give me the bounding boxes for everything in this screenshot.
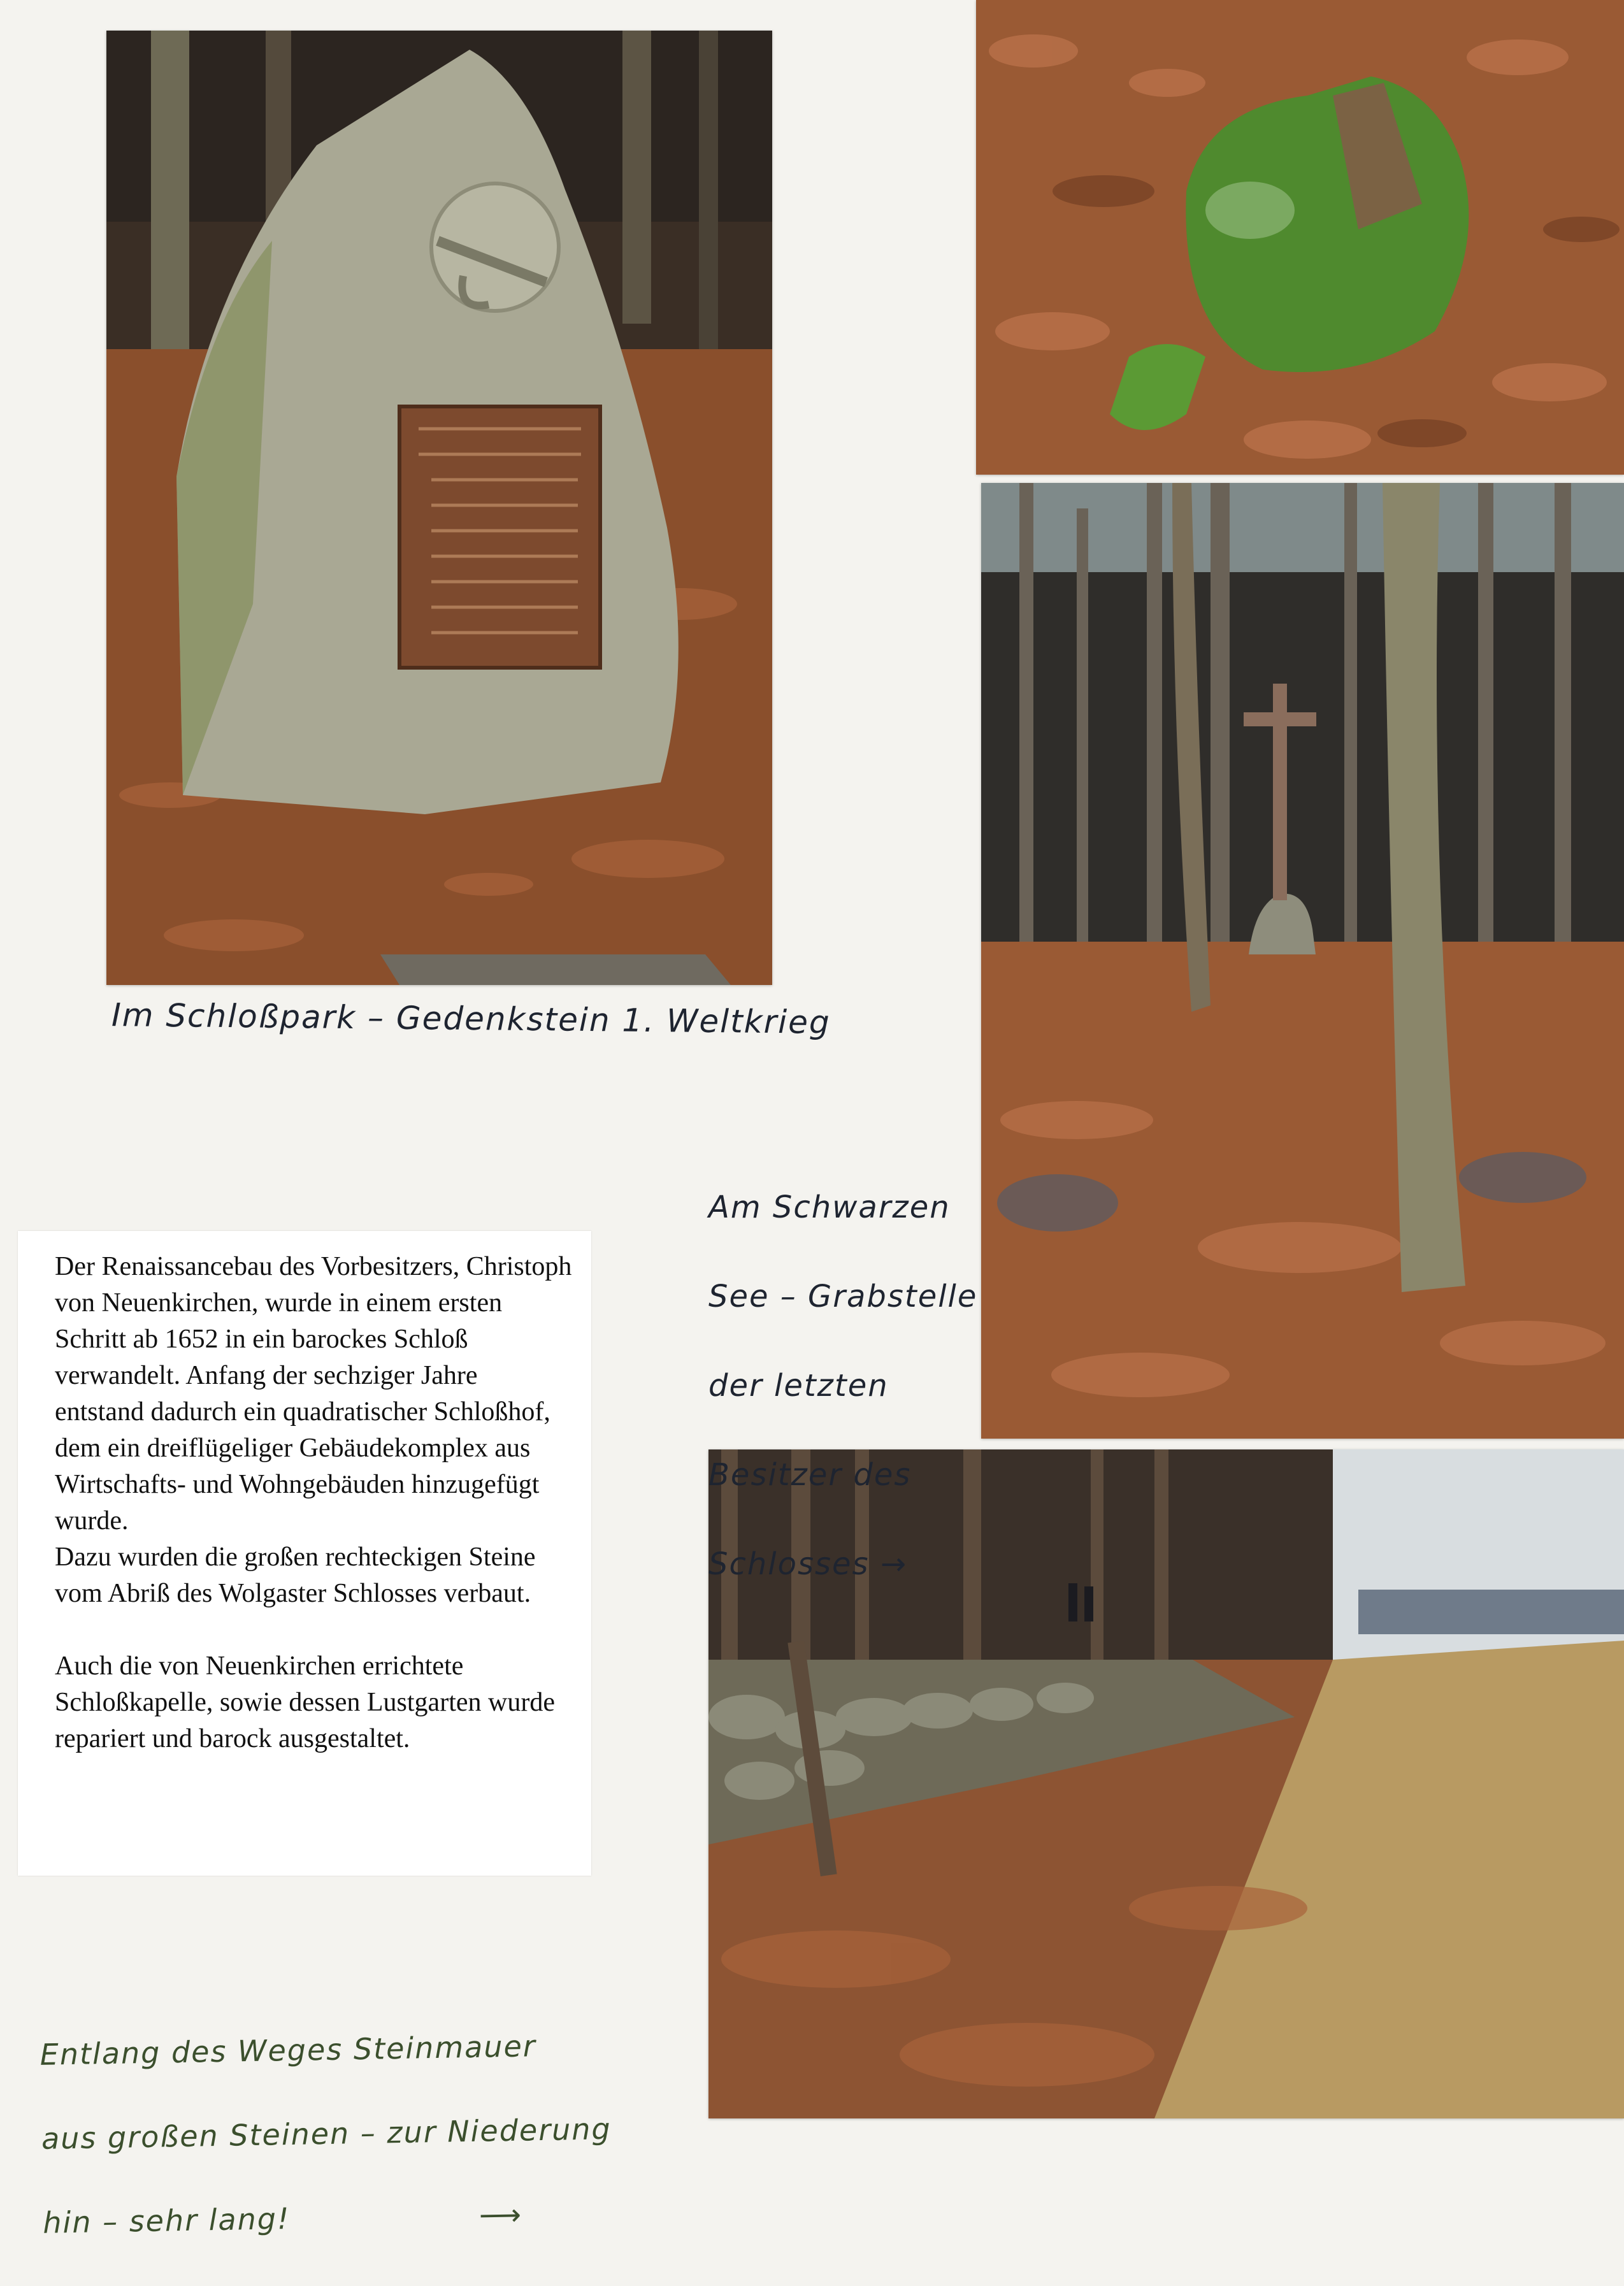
- memorial-stone-image: [106, 31, 772, 985]
- arrow-right-icon: →: [880, 1546, 908, 1582]
- grave-cross-image: [981, 483, 1624, 1439]
- wall-caption: [39, 1981, 614, 2286]
- memorial-caption: Im Schloßpark – Gedenkstein 1. Weltkrieg: [111, 996, 831, 1041]
- history-paragraph: Dazu wurden die großen rechteckigen Steine vom Abriß des Wolgaster Schlosses verbaut.: [55, 1542, 536, 1608]
- grave-caption-line: Schlosses →: [708, 1546, 908, 1582]
- grave-cross-photo: [981, 483, 1624, 1439]
- mossy-stump-photo: [976, 0, 1624, 475]
- grave-caption: [708, 1140, 977, 1631]
- wall-caption-line: Entlang des Weges Steinmauer: [40, 2029, 537, 2072]
- history-paragraph: Der Renaissancebau des Vorbesitzers, Christoph von Neuenkirchen, wurde in einem ersten Schritt ab 1652 in ein barockes Schloß verwandelt. Anfang der sechziger Jahre entstand dadurch ein quadratischer Schloßhof, dem ein dreiflügeliger Gebäudekomplex aus Wirtschafts- und Wohngebäuden hinzugefügt wurde.: [55, 1252, 572, 1535]
- grave-caption-line: der letzten: [708, 1368, 889, 1404]
- grave-caption-line: Besitzer des: [708, 1457, 912, 1493]
- grave-caption-line: Am Schwarzen: [708, 1190, 951, 1225]
- mossy-stump-image: [976, 0, 1624, 475]
- history-text-card: [18, 1231, 591, 1876]
- grave-caption-line: See – Grabstelle: [708, 1279, 978, 1314]
- wall-caption-line: hin – sehr lang! ⟶: [42, 2197, 523, 2240]
- wall-caption-line: aus großen Steinen – zur Niederung: [41, 2111, 612, 2156]
- memorial-stone-photo: [106, 31, 772, 985]
- arrow-right-icon: ⟶: [478, 2197, 523, 2232]
- history-paragraph: Auch die von Neuenkirchen errichtete Schloßkapelle, sowie dessen Lustgarten wurde repariert und barock ausgestaltet.: [55, 1651, 555, 1753]
